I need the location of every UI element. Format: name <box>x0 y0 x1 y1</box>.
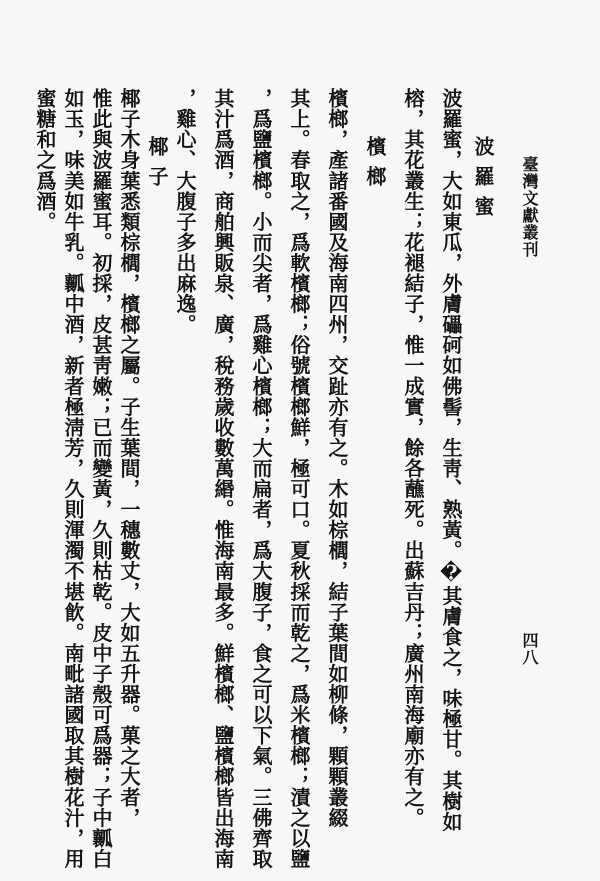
text-line: 蜜糖和之爲酒。 <box>33 88 57 232</box>
text-line: 如玉，味美如牛乳。瓤中酒，新者極淸芳，久則渾濁不堪飮。南毗諸國取其樹花汁，用 <box>61 88 85 869</box>
text-line: 其上。春取之，爲軟檳榔；俗號檳榔鮮，極可口。夏秋採而乾之，爲米檳榔；漬之以鹽 <box>287 88 311 869</box>
book-title: 臺灣文獻叢刊 <box>520 156 539 258</box>
section-heading-boluomi: 波羅蜜 <box>471 136 495 226</box>
page-number: 四八 <box>520 632 539 666</box>
text-line: 椰子木身葉悉類棕櫚，檳榔之屬。子生葉間，一穗數丈，大如五升器。菓之大者， <box>117 88 141 828</box>
text-line: ，爲鹽檳榔。小而尖者，爲雞心檳榔；大而扁者，爲大腹子，食之可以下氣。三佛齊取 <box>249 88 273 869</box>
section-heading-yezi: 椰子 <box>145 136 169 196</box>
text-line: 檳榔，產諸番國及海南四州，交趾亦有之。木如棕櫚，結子葉間如柳條，顆顆叢綴 <box>325 88 349 828</box>
text-line: 其汁爲酒，商舶興販泉、廣，稅務歲收數萬緡。惟海南最多。鮮檳榔、鹽檳榔皆出海南 <box>211 88 235 869</box>
text-line: 惟此與波羅蜜耳。初採，皮甚靑嫩；已而變黃，久則枯乾。皮中子殼可爲器；子中瓤白 <box>89 88 113 869</box>
text-line: 波羅蜜，大如東瓜，外膚礧砢如佛髻，生靑、熟黃。�其膚食之，味極甘。其樹如 <box>439 88 463 832</box>
section-heading-binglang: 檳榔 <box>363 136 387 196</box>
text-line: ，雞心、大腹子多出麻逸。 <box>173 88 197 335</box>
text-line: 榕，其花叢生；花褪結子，惟一成實，餘各蘸死。出蘇吉丹；廣州南海廟亦有之。 <box>401 88 425 828</box>
